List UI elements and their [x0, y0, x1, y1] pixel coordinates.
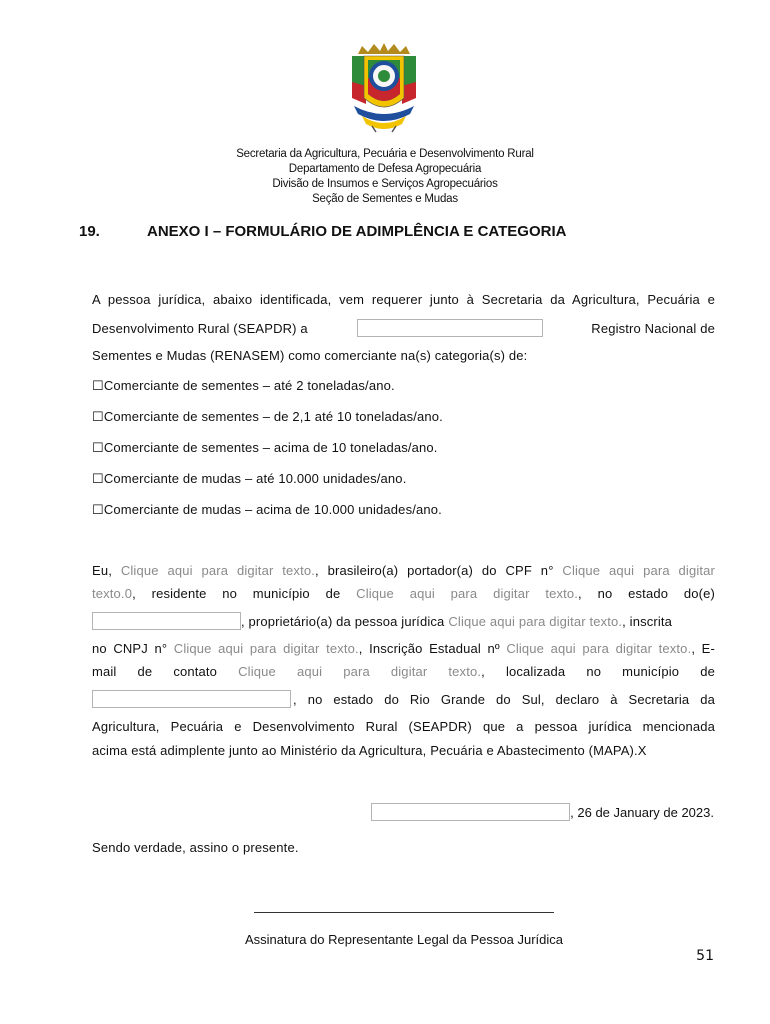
- category-item[interactable]: [92, 409, 715, 425]
- header-departamento: Departamento de Defesa Agropecuária: [288, 163, 482, 175]
- decl-text: , inscrita: [622, 613, 673, 629]
- checkbox[interactable]: ☐: [92, 440, 104, 455]
- category-item[interactable]: [92, 378, 715, 394]
- decl-line-4: [92, 641, 715, 656]
- email-field[interactable]: Clique aqui para digitar texto.: [238, 664, 482, 679]
- cpf-field-cont[interactable]: texto.0: [92, 586, 133, 601]
- pessoa-juridica-field[interactable]: Clique aqui para digitar texto.: [448, 613, 623, 629]
- decl-text: , E-: [691, 641, 715, 656]
- category-label: Comerciante de sementes – acima de 10 toneladas/ano.: [103, 440, 438, 455]
- checkbox[interactable]: ☐: [92, 378, 104, 393]
- date-text: , 26 de January de 2023.: [570, 804, 714, 820]
- category-label: Comerciante de sementes – até 2 toneladas/ano.: [103, 378, 395, 393]
- city-field[interactable]: [371, 803, 570, 821]
- decl-text: , no estado do Rio Grande do Sul, declaro à Secretaria da: [293, 691, 715, 707]
- intro-registro: Registro Nacional de: [591, 320, 715, 336]
- cnpj-field[interactable]: Clique aqui para digitar texto.: [173, 641, 359, 656]
- checkbox[interactable]: ☐: [92, 502, 104, 517]
- decl-line-8: acima está adimplente junto ao Ministério da Agricultura, Pecuária e Abastecimento (MAPA).X: [92, 743, 647, 758]
- signature-label: Assinatura do Representante Legal da Pessoa Jurídica: [245, 932, 563, 947]
- name-field[interactable]: Clique aqui para digitar texto.: [120, 563, 315, 578]
- category-item[interactable]: [92, 440, 715, 456]
- category-item[interactable]: [92, 471, 715, 487]
- decl-text: no CNPJ n°: [92, 641, 168, 656]
- header-divisao: Divisão de Insumos e Serviços Agropecuários: [272, 178, 498, 190]
- decl-text: , proprietário(a) da pessoa jurídica: [241, 613, 445, 629]
- decl-text: , no estado do(e): [578, 586, 715, 601]
- estado-residente-field[interactable]: [92, 612, 241, 630]
- decl-line-5: [92, 664, 715, 679]
- header-secretaria: Secretaria da Agricultura, Pecuária e Desenvolvimento Rural: [236, 148, 534, 160]
- coat-of-arms-logo: [348, 42, 420, 134]
- decl-line-7: Agricultura, Pecuária e Desenvolvimento Rural (SEAPDR) que a pessoa jurídica mencionada: [92, 719, 715, 734]
- date-line: [371, 803, 714, 821]
- decl-text: , residente no município de: [132, 586, 341, 601]
- decl-text: , localizada no município de: [481, 664, 715, 679]
- decl-line-6: [92, 690, 715, 708]
- intro-line-1: A pessoa jurídica, abaixo identificada, vem requerer junto à Secretaria da Agricultura, Pecuária e: [92, 292, 715, 307]
- category-label: Comerciante de sementes – de 2,1 até 10 toneladas/ano.: [103, 409, 443, 424]
- closing-text: Sendo verdade, assino o presente.: [92, 840, 299, 855]
- decl-line-2: [92, 586, 715, 601]
- checkbox[interactable]: ☐: [92, 471, 104, 486]
- municipio-empresa-field[interactable]: [92, 690, 291, 708]
- category-item[interactable]: [92, 502, 715, 518]
- cpf-field[interactable]: Clique aqui para digitar: [562, 563, 716, 578]
- intro-line-2: [92, 319, 715, 337]
- department-header: [0, 147, 770, 207]
- decl-line-3: [92, 612, 715, 630]
- entity-select-field[interactable]: [357, 319, 543, 337]
- category-label: Comerciante de mudas – acima de 10.000 unidades/ano.: [103, 502, 442, 517]
- decl-text: Eu,: [92, 563, 112, 578]
- decl-text: mail de contato: [92, 664, 218, 679]
- header-secao: Seção de Sementes e Mudas: [312, 193, 458, 205]
- inscricao-estadual-field[interactable]: Clique aqui para digitar texto.: [506, 641, 692, 656]
- decl-line-1: [92, 563, 715, 578]
- section-number: 19.: [79, 223, 100, 240]
- intro-line-3: Sementes e Mudas (RENASEM) como comerciante na(s) categoria(s) de:: [92, 348, 528, 363]
- section-title: ANEXO I – FORMULÁRIO DE ADIMPLÊNCIA E CATEGORIA: [147, 223, 567, 240]
- signature-line: [254, 912, 554, 913]
- page-number: 51: [696, 948, 714, 964]
- category-label: Comerciante de mudas – até 10.000 unidades/ano.: [103, 471, 407, 486]
- intro-seapdr: Desenvolvimento Rural (SEAPDR) a: [92, 320, 308, 336]
- municipio-residente-field[interactable]: Clique aqui para digitar texto.: [356, 586, 579, 601]
- decl-text: , brasileiro(a) portador(a) do CPF n°: [315, 563, 554, 578]
- decl-text: , Inscrição Estadual nº: [358, 641, 500, 656]
- checkbox[interactable]: ☐: [92, 409, 104, 424]
